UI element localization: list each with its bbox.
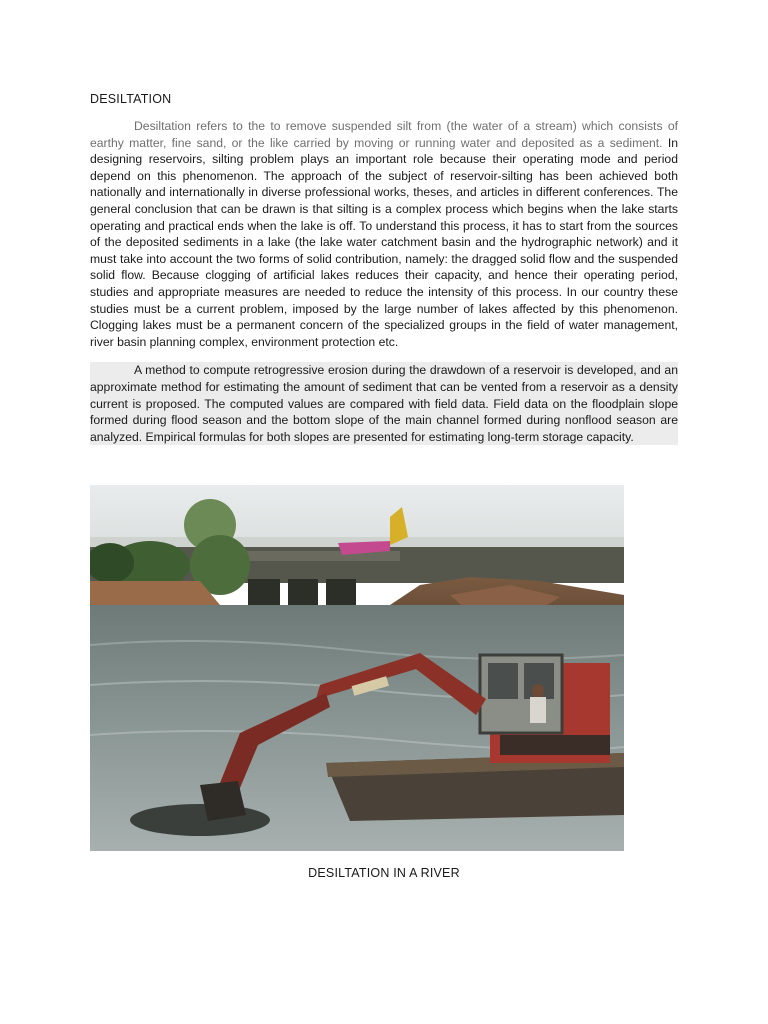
paragraph-reservoir-silting: In designing reservoirs, silting problem plays an important role because their operating mode and period depend on this phenomenon. The approach of the subject of reservoir-silting has been achieved both nationally and internationally in diverse professional works, theses, and articles in different conferences. The general conclusion that can be drawn is that silting is a complex process which begins when the lake starts operating and practical ends when the lake is off. To understand this process, it has to start from the sources of the deposited sediments in a lake (the lake water catchment basin and the hydrographic network) and it must take into account the two forms of solid contribution, namely: the dragged solid flow and the suspended solid flow. Because clogging of artificial lakes reduces their capacity, and hence their operating period, studies and appropriate measures are needed to reduce the intensity of this process. In our country these studies must be a current problem, imposed by the large number of lakes affected by this phenomenon. Clogging lakes must be a permanent concern of the specialized groups in the field of water management, river basin planning complex, environment protection etc. [90, 135, 678, 349]
document-body [90, 92, 678, 445]
paragraph-retrogressive-erosion: A method to compute retrogressive erosion during the drawdown of a reservoir is developed, and an approximate method for estimating the amount of sediment that can be vented from a reservoir as a density current is proposed. The computed values are compared with field data. Field data on the floodplain slope formed during flood season and the bottom slope of the main channel formed during nonflood season are analyzed. Empirical formulas for both slopes are presented for estimating long-term storage capacity. [90, 363, 678, 444]
document-heading: DESILTATION [90, 92, 172, 106]
excavator-photo [90, 485, 624, 851]
figure-caption: DESILTATION IN A RIVER [308, 866, 460, 880]
paragraph-desiltation-definition [90, 118, 678, 350]
paragraph-definition-sentence: Desiltation refers to the to remove suspended silt from (the water of a stream) which consists of earthy matter, fine sand, or the like carried by moving or running water and deposited as a sediment. [90, 119, 678, 150]
